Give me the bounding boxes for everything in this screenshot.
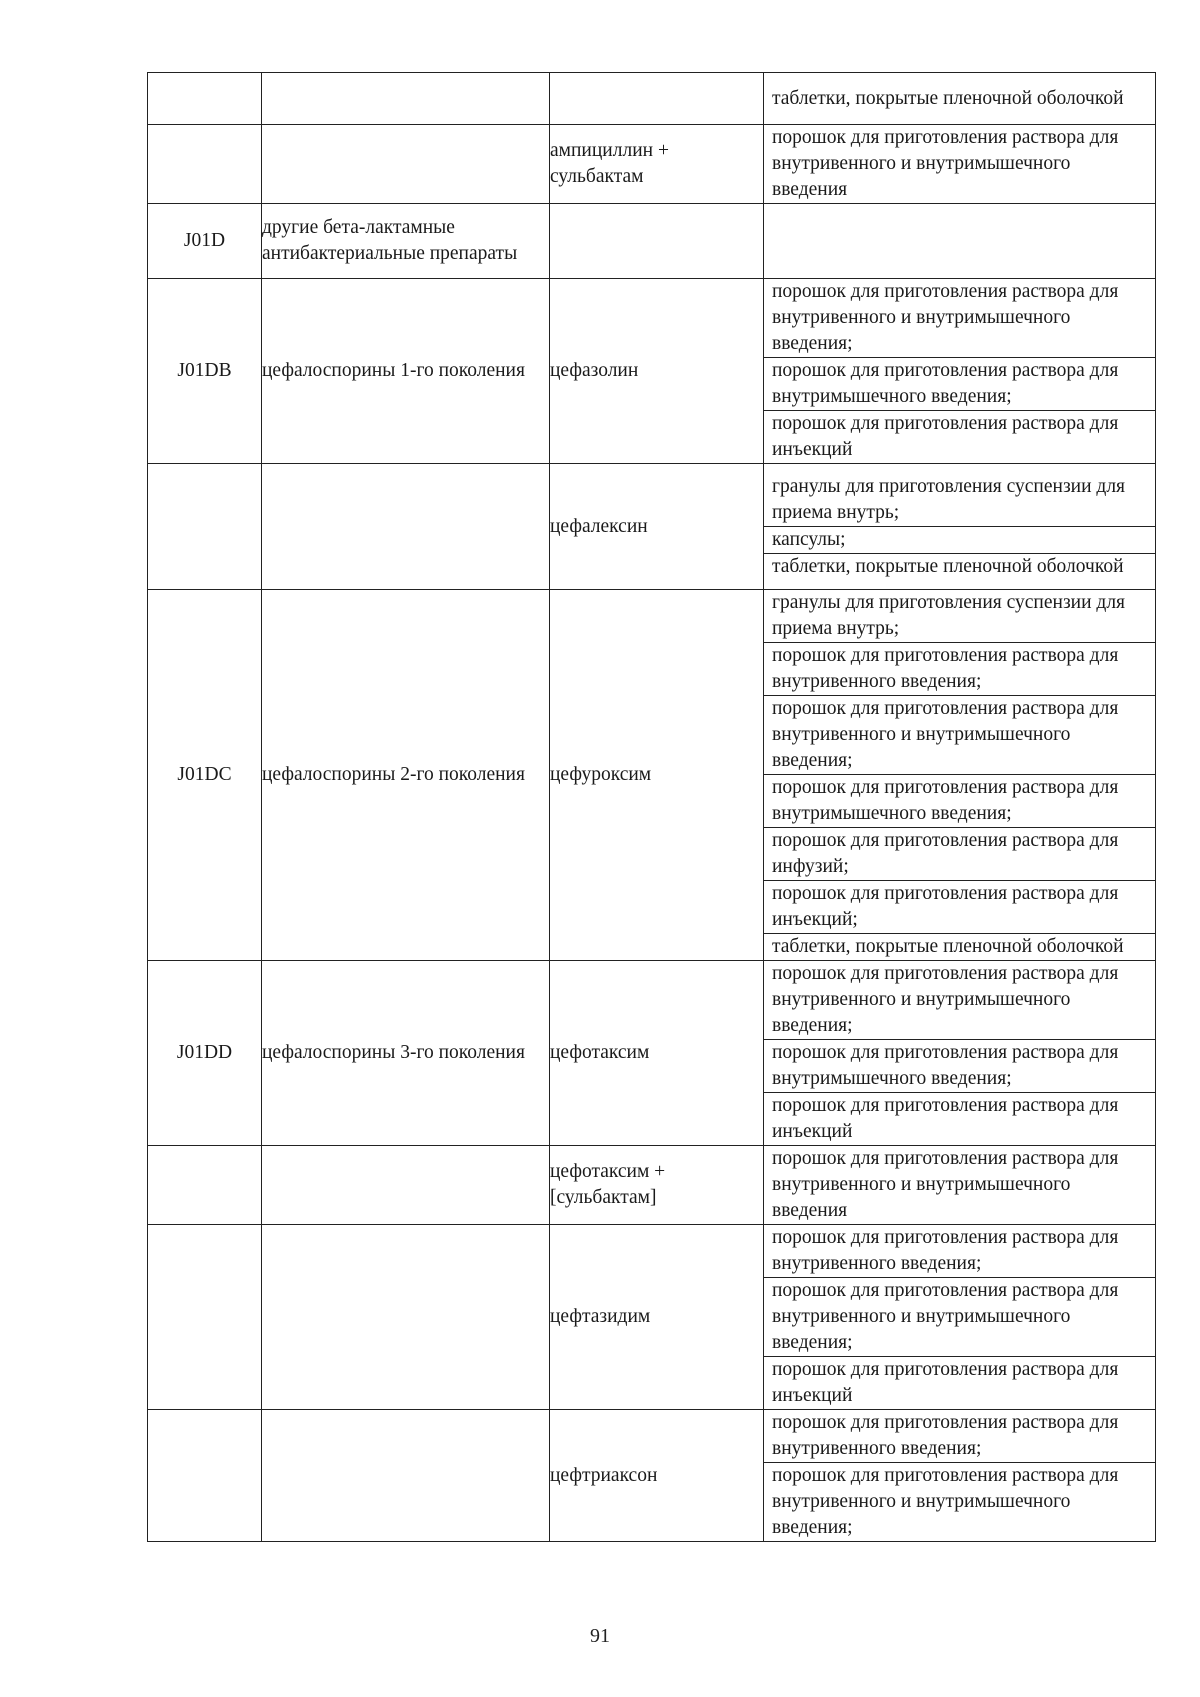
drug-name-cell: цефуроксим xyxy=(550,590,764,961)
dosage-form-item: порошок для приготовления раствора для внутримышечного введения; xyxy=(764,357,1155,410)
atc-code-cell xyxy=(148,464,262,590)
atc-code-cell: J01DB xyxy=(148,279,262,464)
atc-code-cell xyxy=(148,125,262,204)
dosage-form-item: порошок для приготовления раствора для инъекций xyxy=(764,1092,1155,1145)
drug-name-cell: цефотаксим xyxy=(550,961,764,1146)
anatomical-group-cell xyxy=(262,1410,550,1542)
dosage-form-item: порошок для приготовления раствора для инъекций xyxy=(764,1356,1155,1409)
dosage-forms-cell xyxy=(764,1146,1156,1225)
table-row xyxy=(148,125,1156,204)
table-body xyxy=(148,73,1156,1542)
dosage-forms-cell xyxy=(764,464,1156,590)
table-row xyxy=(148,73,1156,125)
anatomical-group-cell: цефалоспорины 3-го поколения xyxy=(262,961,550,1146)
table-row xyxy=(148,961,1156,1146)
dosage-form-item: порошок для приготовления раствора для внутривенного и внутримышечного введения; xyxy=(772,281,1119,354)
dosage-forms-cell xyxy=(764,961,1156,1146)
anatomical-group-cell: другие бета-лактамные антибактериальные препараты xyxy=(262,204,550,279)
dosage-form-item: порошок для приготовления раствора для внутривенного и внутримышечного введения; xyxy=(764,1462,1155,1541)
atc-code-cell xyxy=(148,73,262,125)
table-row xyxy=(148,1146,1156,1225)
drug-name-cell: цефазолин xyxy=(550,279,764,464)
dosage-forms-cell xyxy=(764,279,1156,464)
table-row xyxy=(148,464,1156,590)
atc-code-cell xyxy=(148,1410,262,1542)
dosage-form-item: порошок для приготовления раствора для внутримышечного введения; xyxy=(764,1039,1155,1092)
dosage-form-item xyxy=(764,228,1155,254)
drug-name-cell: цефтриаксон xyxy=(550,1410,764,1542)
atc-code-cell: J01DD xyxy=(148,961,262,1146)
atc-code-cell xyxy=(148,1225,262,1410)
dosage-form-item: порошок для приготовления раствора для внутривенного введения; xyxy=(764,642,1155,695)
drug-name-cell: цефтазидим xyxy=(550,1225,764,1410)
page-number: 91 xyxy=(590,1625,610,1647)
table-row xyxy=(148,204,1156,279)
anatomical-group-cell xyxy=(262,73,550,125)
dosage-form-item: порошок для приготовления раствора для инфузий; xyxy=(764,827,1155,880)
table-row xyxy=(148,279,1156,464)
anatomical-group-cell xyxy=(262,125,550,204)
dosage-form-item: порошок для приготовления раствора для внутривенного и внутримышечного введения xyxy=(772,127,1119,200)
dosage-form-item: таблетки, покрытые пленочной оболочкой xyxy=(764,553,1155,580)
dosage-form-item: порошок для приготовления раствора для внутривенного и внутримышечного введения; xyxy=(764,695,1155,774)
dosage-forms-cell xyxy=(764,204,1156,279)
atc-code-cell: J01DC xyxy=(148,590,262,961)
dosage-form-item: таблетки, покрытые пленочной оболочкой xyxy=(764,933,1155,960)
dosage-form-item: гранулы для приготовления суспензии для приема внутрь; xyxy=(772,592,1126,639)
dosage-form-item: таблетки, покрытые пленочной оболочкой xyxy=(772,87,1124,109)
dosage-form-item: гранулы для приготовления суспензии для приема внутрь; xyxy=(772,475,1126,523)
drug-name-cell: цефалексин xyxy=(550,464,764,590)
anatomical-group-cell xyxy=(262,1225,550,1410)
drug-name-cell: ампициллин + сульбактам xyxy=(550,125,764,204)
drug-table xyxy=(147,72,1156,1542)
dosage-forms-cell xyxy=(764,590,1156,961)
anatomical-group-cell xyxy=(262,1146,550,1225)
table-row xyxy=(148,1225,1156,1410)
dosage-form-item: порошок для приготовления раствора для инъекций; xyxy=(764,880,1155,933)
drug-name-cell: цефотаксим + [сульбактам] xyxy=(550,1146,764,1225)
dosage-form-item: порошок для приготовления раствора для внутривенного и внутримышечного введения; xyxy=(772,963,1119,1036)
dosage-forms-cell xyxy=(764,125,1156,204)
dosage-form-item: порошок для приготовления раствора для внутримышечного введения; xyxy=(764,774,1155,827)
drug-name-cell xyxy=(550,204,764,279)
atc-code-cell: J01D xyxy=(148,204,262,279)
dosage-forms-cell xyxy=(764,1225,1156,1410)
table-row xyxy=(148,590,1156,961)
anatomical-group-cell: цефалоспорины 1-го поколения xyxy=(262,279,550,464)
anatomical-group-cell: цефалоспорины 2-го поколения xyxy=(262,590,550,961)
dosage-form-item: порошок для приготовления раствора для внутривенного введения; xyxy=(772,1227,1119,1274)
anatomical-group-cell xyxy=(262,464,550,590)
dosage-form-item: порошок для приготовления раствора для внутривенного и внутримышечного введения; xyxy=(764,1277,1155,1356)
dosage-form-item: порошок для приготовления раствора для внутривенного и внутримышечного введения xyxy=(772,1148,1119,1221)
dosage-form-item: капсулы; xyxy=(764,526,1155,553)
dosage-form-item: порошок для приготовления раствора для инъекций xyxy=(764,410,1155,463)
dosage-forms-cell xyxy=(764,1410,1156,1542)
dosage-form-item: порошок для приготовления раствора для внутривенного введения; xyxy=(772,1412,1119,1459)
drug-name-cell xyxy=(550,73,764,125)
table-row xyxy=(148,1410,1156,1542)
atc-code-cell xyxy=(148,1146,262,1225)
dosage-forms-cell xyxy=(764,73,1156,125)
